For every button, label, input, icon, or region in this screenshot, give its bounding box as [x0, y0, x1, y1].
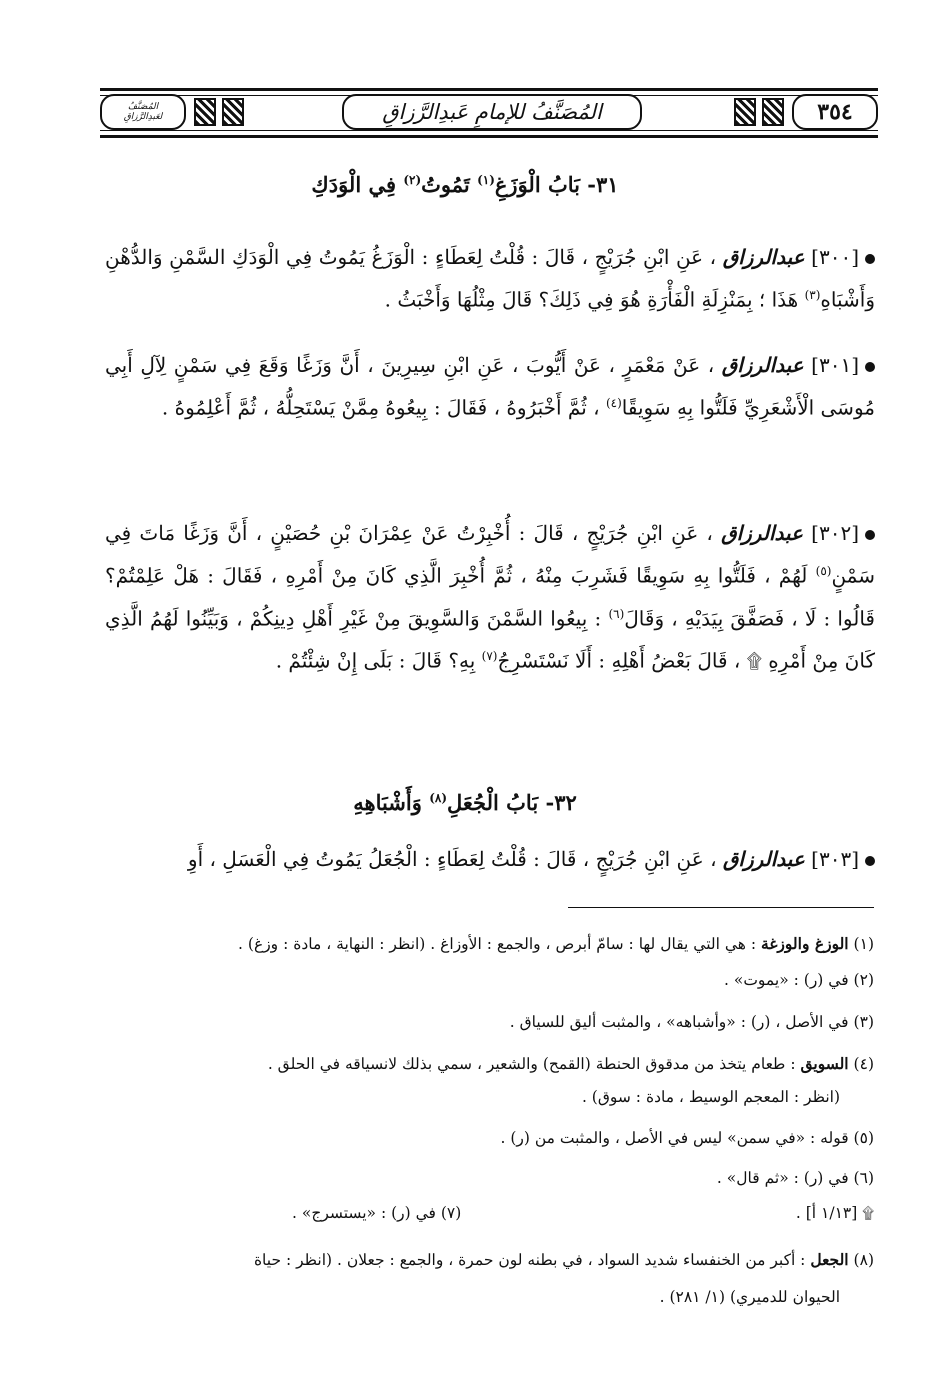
hadith-number: [٣٠١] — [811, 353, 860, 377]
hadith-text: : بِيعُوا السَّمْنَ وَالسَّوِيقَ مِنْ غَيْرِ أَهْلِ دِينِكُمْ ، وَبَيِّنُوا لَهُمُ الَّذِي كَانَ مِنْ أَمْرِهِ ۩ ، قَالَ بَعْضُ أَهْلِهِ : أَلَا نَسْتَسْرِجُ — [105, 606, 875, 673]
footnote — [104, 966, 874, 994]
ornament-icon — [762, 98, 784, 126]
hadith-paragraph — [105, 238, 875, 319]
heading-text: تَمُوتُ — [421, 172, 470, 197]
hadith-text: ، عَنِ ابْنِ جُرَيْجٍ ، قَالَ : قُلْتُ لِعَطَاءٍ : الْوَزَغُ يَمُوتُ فِي الْوَدَكِ السَّمْنِ وَالدُّهْنِ وَأَشْبَاهِ — [105, 245, 875, 312]
footnote-text: [١/١٣ أ] . — [795, 1204, 858, 1222]
footnote — [796, 1204, 874, 1223]
footnote-number: (٥) — [853, 1129, 874, 1147]
footnote-text: : أكبر من الخنفساء شديد السواد ، في بطنه لون حمرة ، والجمع : جعلان . (انظر : حياة — [253, 1251, 806, 1269]
footnote-ref: (١) — [477, 173, 495, 187]
hadith-text: ، عَنِ ابْنِ جُرَيْجٍ ، قَالَ : أُخْبِرْتُ عَنْ عِمْرَانَ بْنِ حُصَيْنٍ ، أَنَّ وَزَغًا مَاتَ فِي سَمْنٍ — [105, 521, 875, 588]
bullet-icon — [865, 254, 875, 264]
footnote-text: قوله : «في سمن» ليس في الأصل ، والمثبت من (ر) . — [500, 1129, 849, 1147]
ornament-icon — [734, 98, 756, 126]
footnote: (٧) في (ر) : «يستسرج» . — [292, 1204, 462, 1222]
hadith-text: ، عَنِ ابْنِ جُرَيْجٍ ، قَالَ : قُلْتُ لِعَطَاءٍ : الْجُعَلُ يَمُوتُ فِي الْعَسَلِ ، أَوِ — [187, 847, 717, 871]
chapter-heading — [0, 790, 930, 815]
footnote-ref: (٥) — [815, 564, 832, 578]
seal-line: المُصَنَّفُ — [127, 102, 159, 112]
footnote-ref: (٦) — [608, 606, 625, 621]
hadith-number: [٣٠٢] — [811, 521, 859, 545]
footnote — [104, 1164, 874, 1192]
footnote-ref: (٨) — [429, 791, 448, 805]
folio-marker-icon: ۩ — [862, 1204, 874, 1222]
footnote-term: الوزغ والوزغة — [761, 934, 849, 953]
footnote-number: (٢) — [853, 971, 874, 989]
seal-line: لعَبدِالرَّزاقِ — [123, 112, 163, 122]
footnote-number: (٨) — [853, 1251, 874, 1269]
footnote-ref: (٤) — [605, 396, 622, 410]
ornament-icon — [222, 98, 244, 126]
author-name: عبدالرزاق — [721, 353, 804, 377]
hadith-text: ، ثُمَّ أَخْبَرُوهُ ، فَقَالَ : بِيعُوهُ مِمَّنْ يَسْتَحِلُّهُ ، ثُمَّ أَعْلِمُوهُ . — [161, 395, 600, 420]
book-title: المُصَنَّفُ للإمامِ عَبدِالرَّزاقِ — [382, 100, 602, 124]
footnote-text: في الأصل ، (ر) : «وأشباهه» ، والمثبت أليق للسياق . — [509, 1013, 849, 1031]
footnote-ref: (٣) — [804, 288, 821, 302]
bullet-icon — [865, 362, 875, 372]
heading-text: ٣٢- بَابُ الْجُعَلِ — [447, 790, 577, 815]
hadith-text: ، عَنْ مَعْمَرٍ ، عَنْ أَيُّوبَ ، عَنِ ابْنِ سِيرِينَ ، أَنَّ وَزَغًا وَقَعَ فِي سَمْنٍ لِآلِ أَبِي مُوسَى الْأَشْعَرِيِّ فَلَتُّوا بِهِ سَوِيقًا — [105, 353, 875, 420]
hadith-number: [٣٠٠] — [811, 245, 859, 269]
footnote-number: (٦) — [853, 1169, 874, 1187]
chapter-heading — [0, 172, 930, 197]
footnote-separator — [568, 907, 874, 908]
author-name: عبدالرزاق — [722, 847, 805, 871]
footnote-text: في (ر) : «ثم قال» . — [716, 1169, 849, 1187]
ornament-icon — [194, 98, 216, 126]
hadith-text: بِهِ؟ قَالَ : بَلَى إِنْ شِئْتُمْ . — [275, 648, 476, 673]
heading-text: ٣١- بَابُ الْوَزَغِ — [494, 172, 619, 197]
footnote-ref: (٧) — [481, 649, 498, 664]
footnote — [104, 1124, 874, 1152]
author-name: عبدالرزاق — [721, 521, 803, 545]
heading-text: وَأَشْبَاهِهِ — [353, 790, 422, 815]
footnote — [104, 930, 874, 958]
footnote-continuation: (انظر : المعجم الوسيط ، مادة : سوق) . — [581, 1088, 840, 1106]
page-header — [100, 88, 878, 138]
footnote-number: (٤) — [853, 1055, 874, 1073]
footnote — [104, 1246, 874, 1274]
footnote-text: : هي التي يقال لها : سامّ أبرص ، والجمع : الأوزاغ . (انظر : النهاية ، مادة : وزغ) . — [238, 935, 757, 953]
hadith-paragraph — [105, 514, 875, 680]
footnote-text: في (ر) : «يموت» . — [724, 971, 849, 989]
hadith-paragraph — [105, 346, 875, 427]
hadith-number: [٣٠٣] — [811, 847, 859, 871]
hadith-text: لَهُمْ ، فَلَتُّوا بِهِ سَوِيقًا فَشَرِبَ مِنْهُ ، ثُمَّ أُخْبِرَ الَّذِي كَانَ مِنْ أَمْرِهِ ، فَقَالَ : هَلْ عَلِمْتُمْ؟ قَالُوا : لَا ، فَصَفَّقَ بِيَدَيْهِ ، وَقَالَ — [105, 563, 875, 631]
footnote-term: الجعل — [810, 1250, 849, 1269]
footnote — [104, 1008, 874, 1036]
bullet-icon — [865, 856, 875, 866]
hadith-paragraph — [105, 840, 875, 878]
footnote-ref: (٢) — [403, 173, 422, 187]
footnote-text: : طعام يتخذ من مدقوق الحنطة (القمح) والشعير ، سمي بذلك لانسياقه في الحلق . — [267, 1055, 796, 1073]
seal-cartouche — [100, 94, 186, 130]
footnote — [104, 1050, 874, 1078]
page-number: ٣٥٤ — [817, 99, 853, 125]
footnote-number: (١) — [853, 935, 874, 953]
footnote-number: (٣) — [853, 1013, 874, 1031]
bullet-icon — [865, 530, 875, 540]
hadith-text: هَذَا ؛ بِمَنْزِلَةِ الْفَأْرَةِ هُوَ فِي ذَلِكَ؟ قَالَ مِثْلُهَا وَأَخْبَثُ . — [384, 287, 799, 312]
footnote-term: السويق — [800, 1054, 849, 1073]
author-name: عبدالرزاق — [722, 245, 805, 269]
page-number-cartouche — [792, 94, 878, 130]
heading-text: فِي الْوَدَكِ — [311, 172, 397, 197]
footnote-continuation: الحيوان للدميري) (١/ ٢٨١) . — [659, 1288, 840, 1306]
